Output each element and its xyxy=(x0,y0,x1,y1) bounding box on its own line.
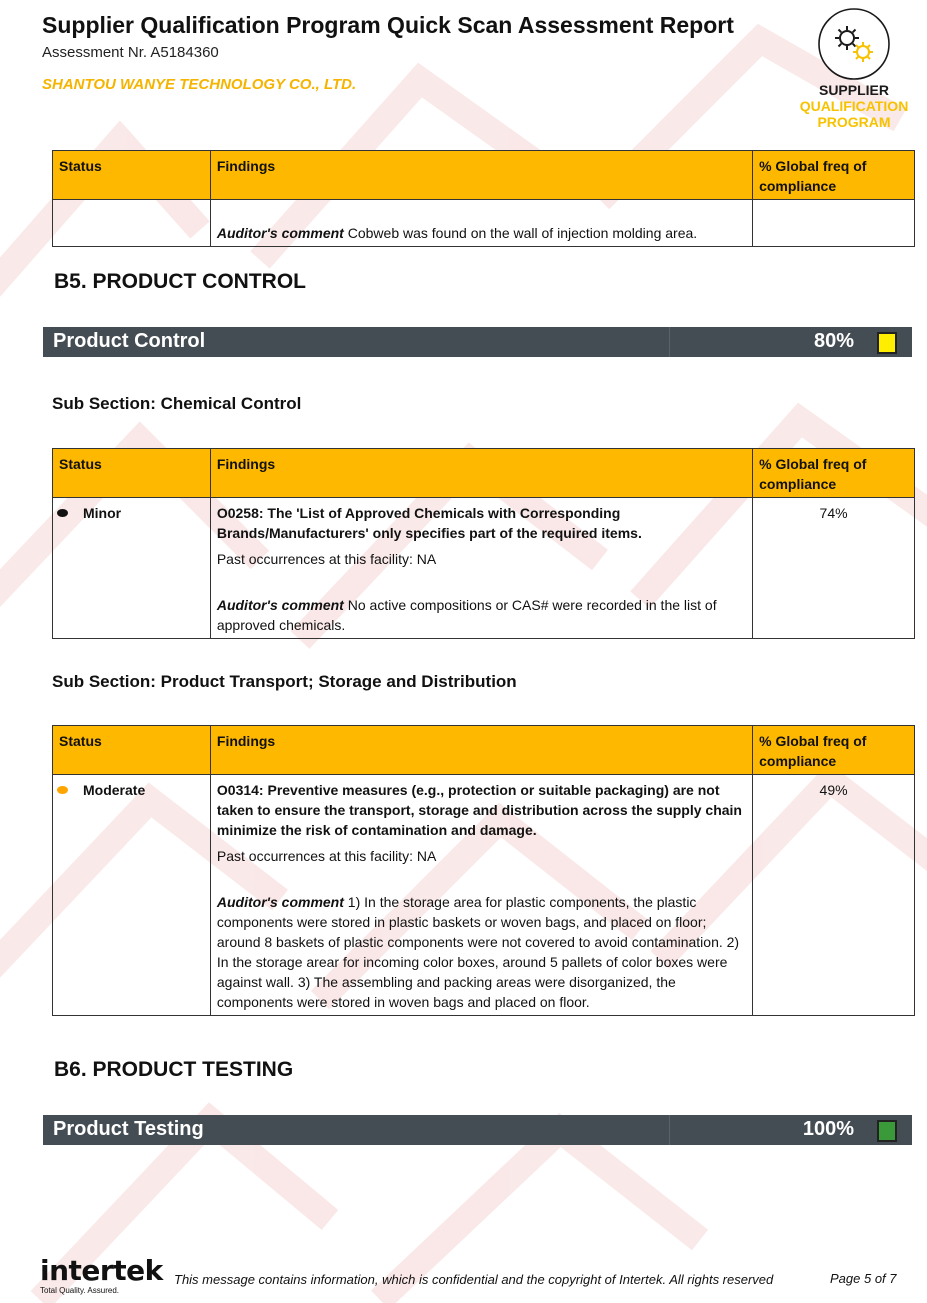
findings-cell xyxy=(210,200,752,247)
assessment-number: Assessment Nr. A5184360 xyxy=(42,44,219,61)
confidentiality-note: This message contains information, which is confidential and the copyright of Intertek. All rights reserved xyxy=(174,1272,774,1287)
bar-label: Product Testing xyxy=(53,1118,204,1140)
table-row xyxy=(53,498,915,639)
sub-heading-chemical: Sub Section: Chemical Control xyxy=(52,394,302,413)
bar-label: Product Control xyxy=(53,330,206,352)
gears-icon xyxy=(816,6,892,82)
sub-heading-transport: Sub Section: Product Transport; Storage and Distribution xyxy=(52,672,517,691)
header-status: Status xyxy=(53,151,211,200)
header-status: Status xyxy=(53,449,211,498)
freq-cell: 49% xyxy=(753,775,915,1016)
severity-dot-icon xyxy=(57,786,68,794)
score-swatch xyxy=(877,332,897,354)
finding-title: O0258: The 'List of Approved Chemicals with Corresponding Brands/Manufacturers' only specifies part of the required items. xyxy=(216,505,642,541)
comment-label: Auditor's comment xyxy=(216,894,344,910)
bar-percentage: 100% xyxy=(802,1118,854,1140)
auditor-comment xyxy=(217,595,746,635)
status-cell xyxy=(53,498,211,639)
freq-cell: 74% xyxy=(753,498,915,639)
table-row xyxy=(53,200,915,247)
freq-cell xyxy=(753,200,915,247)
past-occurrences: Past occurrences at this facility: NA xyxy=(216,551,437,567)
score-swatch xyxy=(877,1120,897,1142)
logo-line-qualification: QUALIFICATION xyxy=(799,98,909,114)
logo-line-supplier: SUPPLIER xyxy=(818,82,889,98)
header-freq: % Global freq of compliance xyxy=(753,449,915,498)
header-freq: % Global freq of compliance xyxy=(753,726,915,775)
intertek-logo xyxy=(40,1254,163,1295)
header-status: Status xyxy=(53,726,211,775)
comment-text: 1) In the storage area for plastic components, the plastic components were stored in plastic baskets or woven bags, and placed on floor; around 8 baskets of plastic components were not covered to avoid contamination. 2) In the storage arear for incoming color boxes, around 5 pallets of color boxes were against wall. 3) The assembling and packing areas were disorganized, the components were stored in woven bags and placed on floor. xyxy=(216,894,740,1010)
status-label: Minor xyxy=(83,505,122,521)
table-row xyxy=(53,775,915,1016)
findings-table-chemical xyxy=(52,448,915,639)
page-number: Page 5 of 7 xyxy=(830,1271,897,1286)
section-heading-b6: B6. PRODUCT TESTING xyxy=(54,1058,294,1081)
brand-name: intertek xyxy=(40,1254,163,1287)
comment-label: Auditor's comment xyxy=(216,597,344,613)
header-findings: Findings xyxy=(210,726,752,775)
auditor-comment xyxy=(217,892,746,1012)
score-bar-product-testing xyxy=(43,1115,912,1145)
findings-table-continued xyxy=(52,150,915,247)
header-findings: Findings xyxy=(210,151,752,200)
page-title: Supplier Qualification Program Quick Scan Assessment Report xyxy=(42,12,734,38)
logo-line-program: PROGRAM xyxy=(817,114,891,130)
bar-divider xyxy=(669,1115,670,1145)
header-freq: % Global freq of compliance xyxy=(753,151,915,200)
score-bar-product-control xyxy=(43,327,912,357)
comment-label: Auditor's comment xyxy=(216,225,344,241)
findings-cell xyxy=(210,775,752,1016)
status-label: Moderate xyxy=(83,782,146,798)
comment-text: Cobweb was found on the wall of injection molding area. xyxy=(343,225,698,241)
findings-table-transport xyxy=(52,725,915,1016)
program-logo xyxy=(796,6,912,136)
past-occurrences: Past occurrences at this facility: NA xyxy=(216,848,437,864)
header-findings: Findings xyxy=(210,449,752,498)
brand-tagline: Total Quality. Assured. xyxy=(40,1286,119,1295)
section-heading-b5: B5. PRODUCT CONTROL xyxy=(54,270,306,293)
finding-title: O0314: Preventive measures (e.g., protection or suitable packaging) are not taken to ensure the transport, storage and distribution across the supply chain minimize the risk of contamination and damage. xyxy=(216,782,742,838)
findings-cell xyxy=(210,498,752,639)
bar-percentage: 80% xyxy=(813,330,854,352)
bar-divider xyxy=(669,327,670,357)
severity-dot-icon xyxy=(57,509,68,517)
status-cell xyxy=(53,775,211,1016)
comment-text: No active compositions or CAS# were recorded in the list of approved chemicals. xyxy=(216,597,717,633)
status-cell xyxy=(53,200,211,247)
company-name: SHANTOU WANYE TECHNOLOGY CO., LTD. xyxy=(42,76,357,93)
